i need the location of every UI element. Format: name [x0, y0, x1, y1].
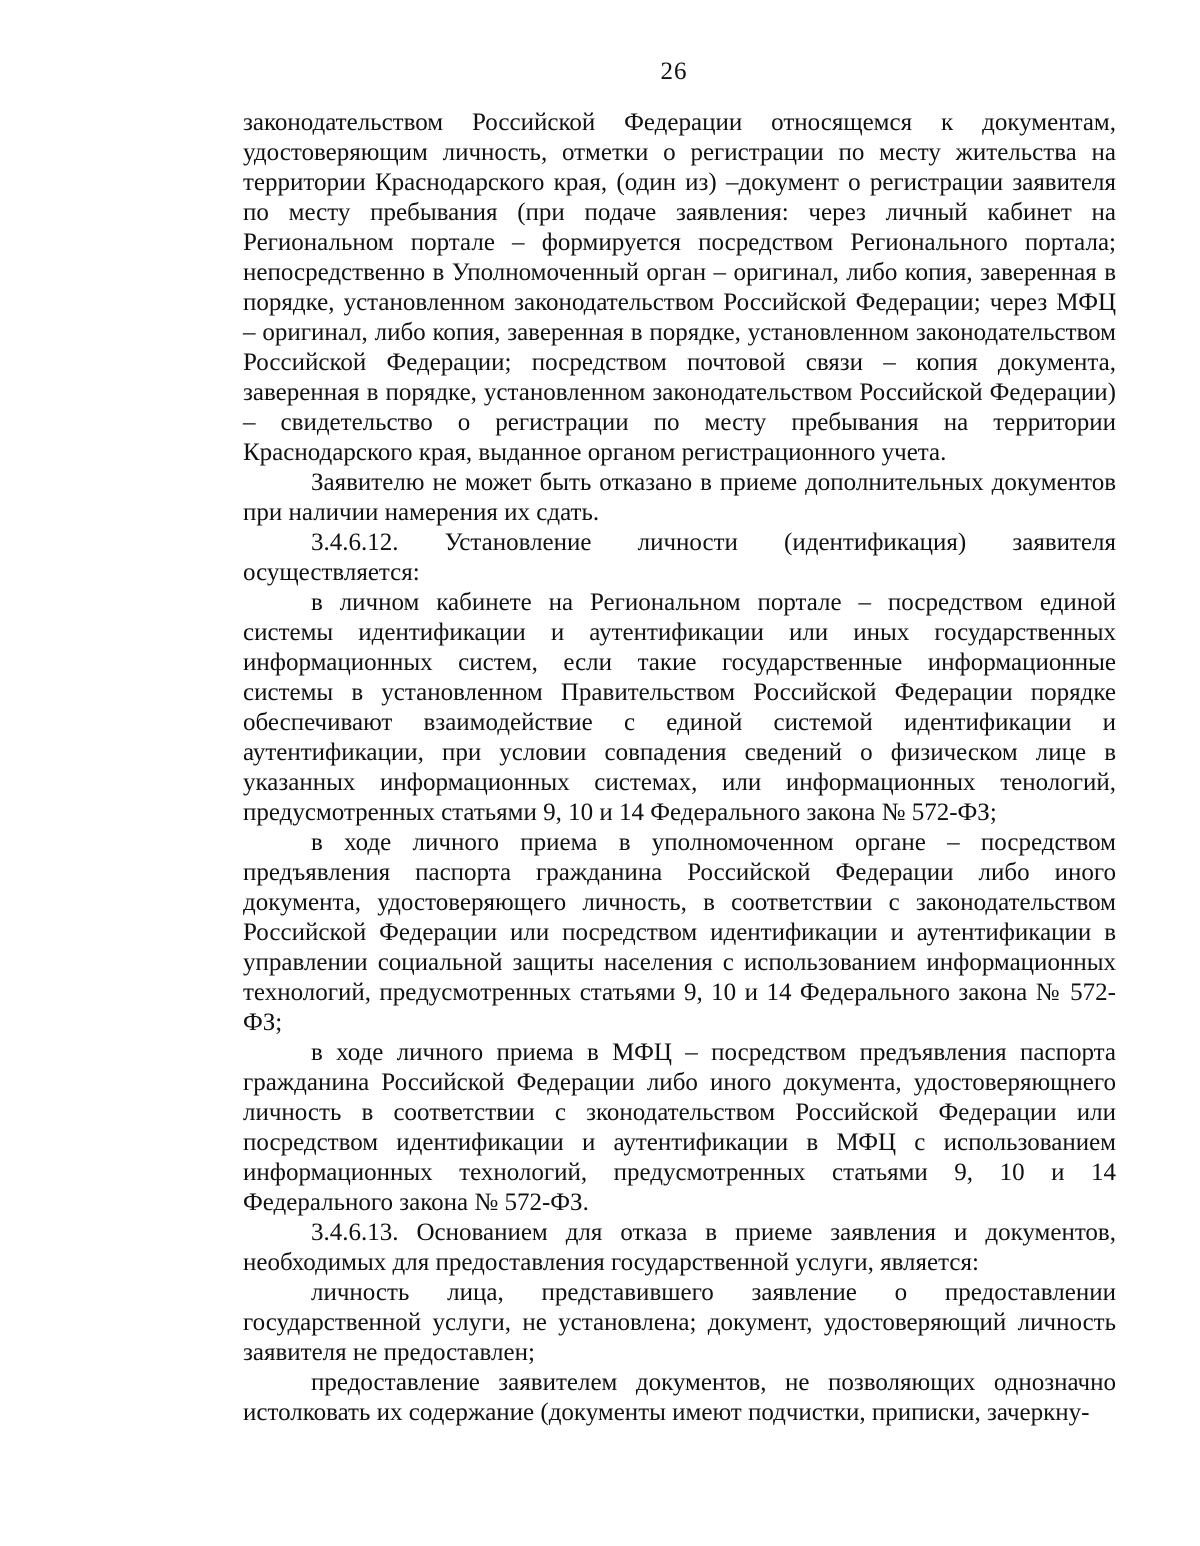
- paragraph-additional-documents: Заявителю не может быть отказано в приеме дополнительных документов при наличии намерения их сдать.: [243, 469, 1116, 526]
- paragraph-3-4-6-13-heading: 3.4.6.13. Основанием для отказа в приеме заявления и документов, необходимых для предоставления государственной услуги, является:: [243, 1219, 1116, 1276]
- paragraph-identification-regional-portal: в личном кабинете на Региональном портале – посредством единой системы идентификации и аутентификации или иных государственных информационных систем, если такие государственные информационные системы в установленном Правительством Российской Федерации порядке обеспечивают взаимодействие с единой системой идентификации и аутентификации, при условии совпадения сведений о физическом лице в указанных информационных системах, или информационных тенологий, предусмотренных статьями 9, 10 и 14 Федерального закона № 572-ФЗ;: [243, 589, 1116, 826]
- document-body: [243, 108, 1116, 1428]
- paragraph-identification-mfc: в ходе личного приема в МФЦ – посредством предъявления паспорта гражданина Российской Федерации либо иного документа, удостоверяющнего личность в соответствии с зконодательством Российской Федерации или посредством идентификации и аутентификации в МФЦ с использованием информационных технологий, предусмотренных статьями 9, 10 и 14 Федерального закона № 572-ФЗ.: [243, 1039, 1116, 1216]
- paragraph-identification-authorized-body: в ходе личного приема в уполномоченном органе – посредством предъявления паспорта гражданина Российской Федерации либо иного документа, удостоверяющего личность, в соответствии с законодательством Российской Федерации или посредством идентификации и аутентификации в управлении социальной защиты населения с использованием информационных технологий, предусмотренных статьями 9, 10 и 14 Федерального закона № 572-ФЗ;: [243, 829, 1116, 1036]
- paragraph-refusal-ambiguous-documents: предоставление заявителем документов, не позволяющих однозначно истолковать их содержание (документы имеют подчистки, приписки, зачеркну-: [243, 1369, 1116, 1426]
- page-number: 26: [660, 58, 688, 85]
- paragraph-registration-documents: законодательством Российской Федерации относящемся к документам, удостоверяющим личность, отметки о регистрации по месту жительства на территории Краснодарского края, (один из) –документ о регистрации заявителя по месту пребывания (при подаче заявления: через личный кабинет на Региональном портале – формируется посредством Регионального портала; непосредственно в Уполномоченный орган – оригинал, либо копия, заверенная в порядке, установленном законодательством Российской Федерации; через МФЦ – оригинал, либо копия, заверенная в порядке, установленном законодательством Российской Федерации; посредством почтовой связи – копия документа, заверенная в порядке, установленном законодательством Российской Федерации) – свидетельство о регистрации по месту пребывания на территории Краснодарского края, выданное органом регистрационного учета.: [243, 109, 1116, 466]
- paragraph-refusal-identity: личность лица, представившего заявление о предоставлении государственной услуги, не установлена; документ, удостоверяющий личность заявителя не предоставлен;: [243, 1279, 1116, 1366]
- paragraph-3-4-6-12-heading: 3.4.6.12. Установление личности (идентификация) заявителя осуществляется:: [243, 529, 1116, 586]
